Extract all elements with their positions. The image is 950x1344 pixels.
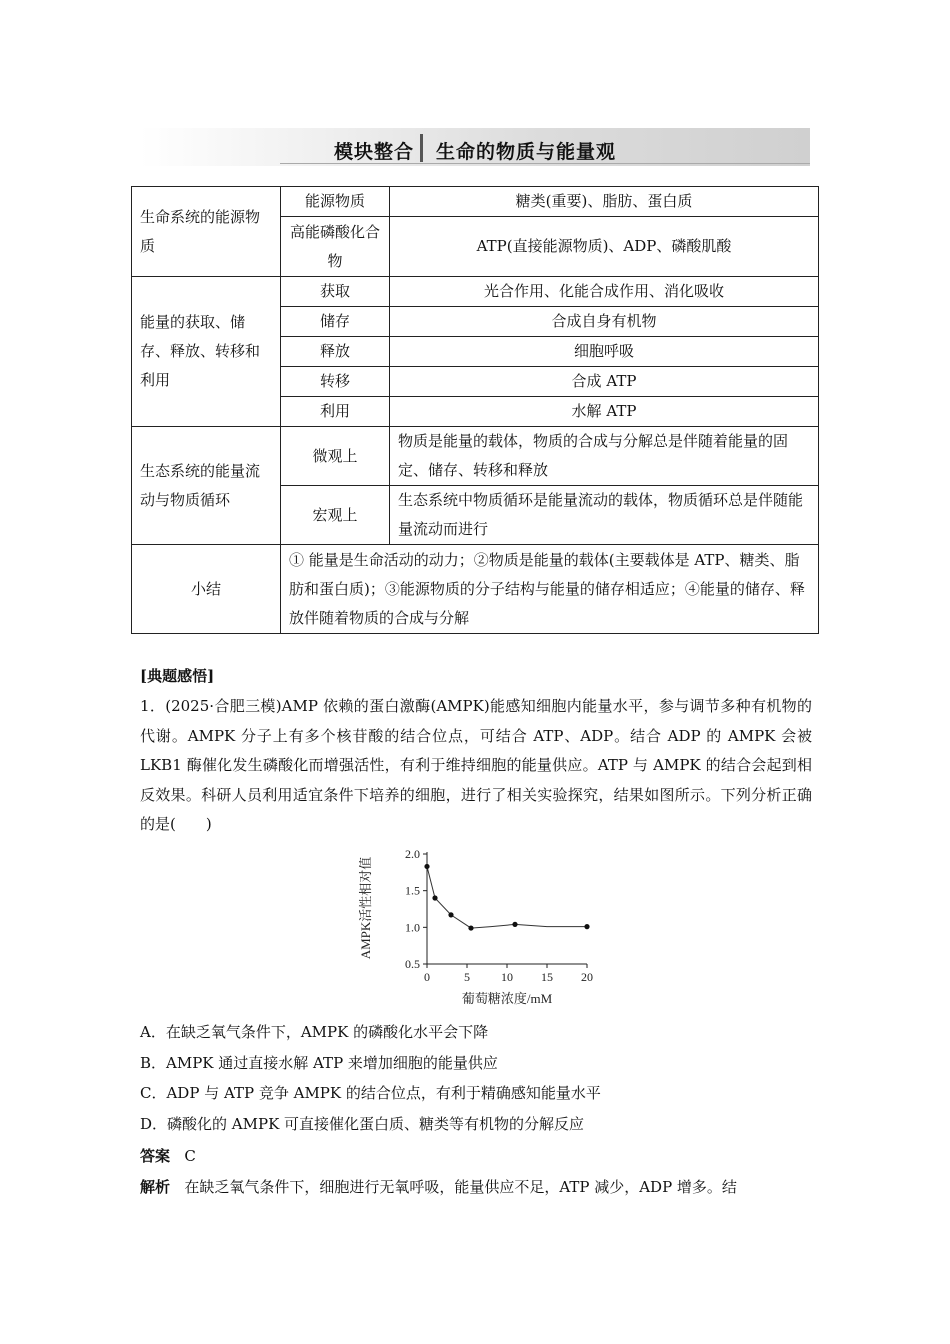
banner-underline xyxy=(280,163,810,164)
y-tick-label: 0.5 xyxy=(405,957,420,971)
answer-label: 答案 xyxy=(140,1147,171,1165)
content-release: 细胞呼吸 xyxy=(390,337,819,367)
data-point xyxy=(468,925,473,930)
sub-utilize: 利用 xyxy=(281,397,390,427)
data-point xyxy=(448,912,453,917)
sub-transfer: 转移 xyxy=(281,367,390,397)
section-energy-flow: 能量的获取、储存、释放、转移和利用 xyxy=(132,277,281,427)
content-obtain: 光合作用、化能合成作用、消化吸收 xyxy=(390,277,819,307)
data-point xyxy=(424,864,429,869)
exercise-heading: [典题感悟] xyxy=(140,667,215,685)
x-tick-label: 15 xyxy=(541,970,553,984)
sub-micro: 微观上 xyxy=(281,427,390,486)
data-point xyxy=(512,922,517,927)
section-banner xyxy=(140,128,810,166)
sub-macro: 宏观上 xyxy=(281,486,390,545)
sub-release: 释放 xyxy=(281,337,390,367)
y-axis-label: AMPK活性相对值 xyxy=(358,856,373,960)
ampk-activity-chart xyxy=(352,842,612,1010)
banner-separator xyxy=(420,134,423,162)
sub-obtain: 获取 xyxy=(281,277,390,307)
analysis-text: 在缺乏氧气条件下，细胞进行无氧呼吸，能量供应不足，ATP 减少，ADP 增多。结 xyxy=(184,1178,737,1196)
option-b: B．AMPK 通过直接水解 ATP 来增加细胞的能量供应 xyxy=(140,1054,498,1072)
banner-module-title: 模块整合 xyxy=(333,141,414,163)
x-tick-label: 0 xyxy=(424,970,430,984)
option-a: A．在缺乏氧气条件下，AMPK 的磷酸化水平会下降 xyxy=(140,1023,489,1041)
y-tick-label: 2.0 xyxy=(405,847,420,861)
x-tick-label: 20 xyxy=(581,970,593,984)
answer-value: C xyxy=(184,1147,196,1165)
x-tick-label: 5 xyxy=(464,970,470,984)
data-point xyxy=(432,895,437,900)
summary-table xyxy=(131,186,819,634)
content-micro: 物质是能量的载体，物质的合成与分解总是伴随着能量的固定、储存、转移和释放 xyxy=(390,427,819,486)
data-point xyxy=(584,924,589,929)
option-c: C．ADP 与 ATP 竞争 AMPK 的结合位点，有利于精确感知能量水平 xyxy=(140,1084,601,1102)
content-summary: ① 能量是生命活动的动力；②物质是能量的载体(主要载体是 ATP、糖类、脂肪和蛋白质)；③能源物质的分子结构与能量的储存相适应；④能量的储存、释放伴随着物质的合成与分解 xyxy=(281,545,819,634)
section-ecosystem: 生态系统的能量流动与物质循环 xyxy=(132,427,281,545)
y-tick-label: 1.0 xyxy=(405,920,420,935)
answer-line xyxy=(140,1144,812,1168)
section-energy-source: 生命系统的能源物质 xyxy=(132,187,281,277)
y-tick-label: 1.5 xyxy=(405,883,420,898)
content-transfer: 合成 ATP xyxy=(390,367,819,397)
exercise-stem: 1．(2025·合肥三模)AMP 依赖的蛋白激酶(AMPK)能感知细胞内能量水平，参与调节多种有机物的代谢。AMPK 分子上有多个核苷酸的结合位点，可结合 ATP、ADP。结合 ADP 的 AMPK 会被 LKB1 酶催化发生磷酸化而增强活性，有利于维持细胞的能量供应。ATP 与 AMPK 的结合会起到相反效果。科研人员利用适宜条件下培养的细胞，进行了相关实验探究，结果如图所示。下列分析正确的是( ) xyxy=(140,697,812,833)
content-macro: 生态系统中物质循环是能量流动的载体，物质循环总是伴随能量流动而进行 xyxy=(390,486,819,545)
sub-high-energy-compound: 高能磷酸化合物 xyxy=(281,217,390,277)
content-store: 合成自身有机物 xyxy=(390,307,819,337)
data-curve xyxy=(427,866,587,928)
option-d: D．磷酸化的 AMPK 可直接催化蛋白质、糖类等有机物的分解反应 xyxy=(140,1115,585,1133)
analysis-label: 解析 xyxy=(140,1178,171,1196)
analysis-line xyxy=(140,1175,812,1199)
sub-energy-substance: 能源物质 xyxy=(281,187,390,217)
content-energy-substance: 糖类(重要)、脂肪、蛋白质 xyxy=(390,187,819,217)
x-tick-label: 10 xyxy=(501,970,513,984)
content-high-energy-compound: ATP(直接能源物质)、ADP、磷酸肌酸 xyxy=(390,217,819,277)
section-summary: 小结 xyxy=(132,545,281,634)
banner-topic-title: 生命的物质与能量观 xyxy=(436,141,617,163)
x-axis-label: 葡萄糖浓度/mM xyxy=(461,991,553,1006)
content-utilize: 水解 ATP xyxy=(390,397,819,427)
sub-store: 储存 xyxy=(281,307,390,337)
